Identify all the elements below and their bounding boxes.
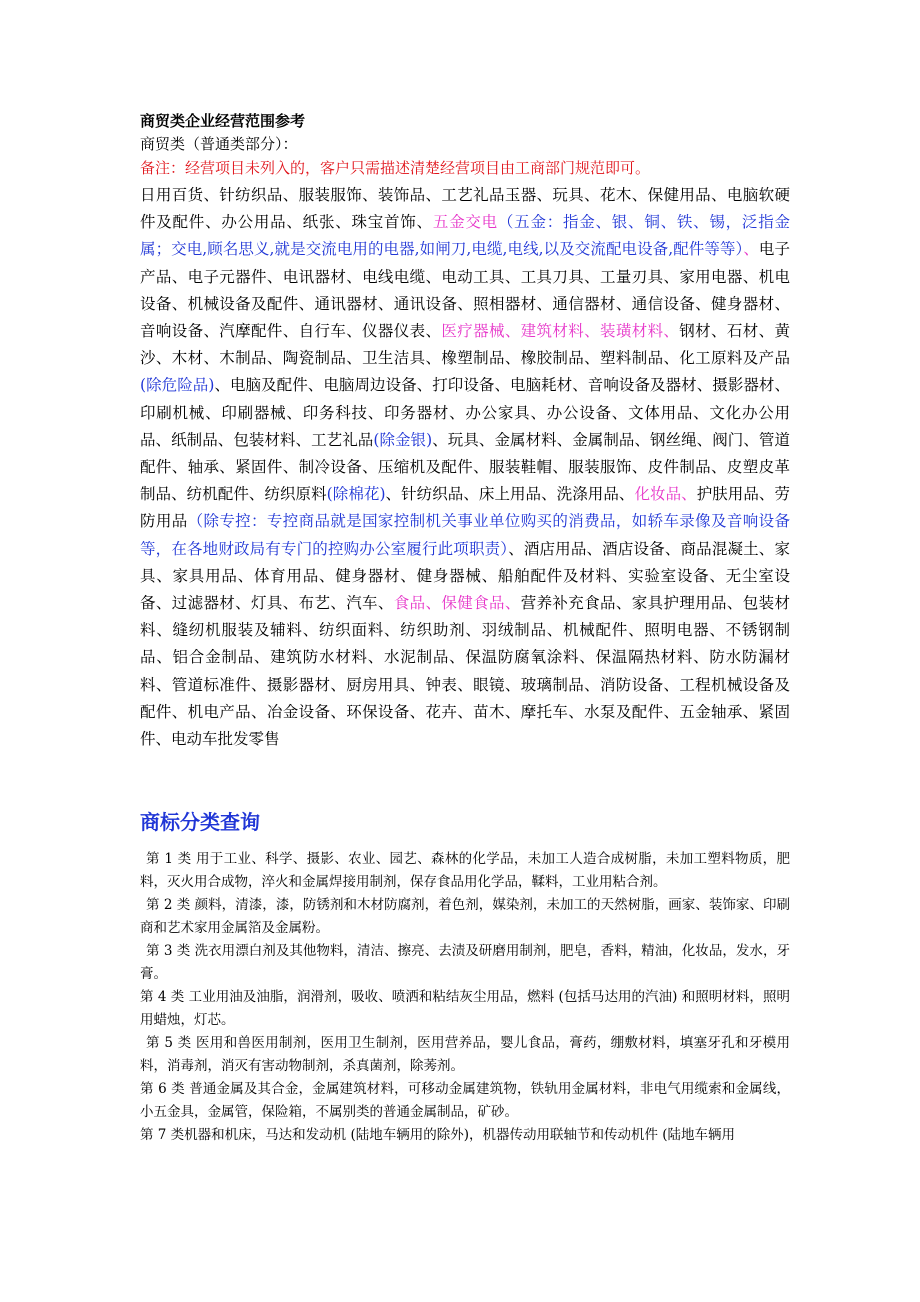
trademark-class-item: 第 6 类 普通金属及其合金，金属建筑材料，可移动金属建筑物，铁轨用金属材料，非电气用缆索和金属线，小五金具，金属管，保险箱，不属别类的普通金属制品，矿砂。	[140, 1081, 790, 1121]
scope-segment: 护肤用品、劳防用品	[140, 485, 790, 531]
trademark-heading: 商标分类查询	[140, 810, 260, 835]
scope-segment: 五金交电	[432, 213, 498, 232]
scope-segment: (除金银)	[373, 430, 433, 449]
scope-segment: (除棉花)	[326, 485, 386, 504]
scope-segment: 钢材、石材、黄沙、木材、木制品、陶瓷制品、卫生洁具、橡塑制品、橡胶制品、塑料制品、化工原料及产品	[140, 322, 790, 368]
scope-segment: 电子产品、电子元器件、电讯器材、电线电缆、电动工具、工具刀具、工量刃具、家用电器、机电设备、机械设备及配件、通讯器材、通讯设备、照相器材、通信器材、通信设备、健身器材、音响设备、汽摩配件、自行车、仪器仪表、	[140, 240, 790, 341]
document-page	[140, 110, 790, 1147]
document-subtitle: 商贸类（普通类部分）：	[140, 135, 298, 153]
scope-segment: 、	[743, 240, 759, 259]
trademark-class-item: 第 5 类 医用和兽医用制剂，医用卫生制剂，医用营养品，婴儿食品，膏药，绷敷材料，填塞牙孔和牙模用料，消毒剂，消灭有害动物制剂，杀真菌剂，除莠剂。	[140, 1035, 790, 1075]
scope-segment: 、电脑及配件、电脑周边设备、打印设备、电脑耗材、音响设备及器材、摄影器材、印刷机械、印刷器械、印务科技、印务器材、办公家具、办公设备、文体用品、文化办公用品、纸制品、包装材料、工艺礼品	[140, 376, 790, 449]
scope-segment: 化妆品、	[634, 485, 697, 504]
scope-segment: (除危险品)	[140, 376, 215, 395]
scope-segment: 日用百货、针纺织品、服装服饰、装饰品、工艺礼品玉器、玩具、花木、保健用品、电脑软硬件及配件、办公用品、纸张、珠宝首饰、	[140, 186, 790, 232]
trademark-class-item: 第 3 类 洗衣用漂白剂及其他物料，清洁、擦亮、去渍及研磨用制剂，肥皂，香料，精油，化妆品，发水，牙膏。	[140, 943, 790, 983]
trademark-class-list	[140, 848, 790, 1147]
scope-segment: 营养补充食品、家具护理用品、包装材料、缝纫机服装及辅料、纺织面料、纺织助剂、羽绒制品、机械配件、照明电器、不锈钢制品、铝合金制品、建筑防水材料、水泥制品、保温防腐氧涂料、保温隔热材料、防水防漏材料、管道标准件、摄影器材、厨房用具、钟表、眼镜、玻璃制品、消防设备、工程机械设备及配件、机电产品、冶金设备、环保设备、花卉、苗木、摩托车、水泵及配件、五金轴承、紧固件、电动车批发零售	[140, 594, 790, 749]
business-scope-paragraph	[140, 182, 790, 753]
scope-segment: 、针纺织品、床上用品、洗涤用品、	[385, 485, 635, 504]
scope-segment: 医疗器械、建筑材料、装璜材料、	[441, 322, 680, 341]
scope-segment: （除专控：专控商品就是国家控制机关事业单位购买的消费品，如轿车录像及音响设备等，在各地财政局有专门的控购办公室履行此项职责）	[140, 512, 790, 558]
scope-segment: 、酒店用品、酒店设备、商品混凝土、家具、家具用品、体育用品、健身器材、健身器械、船舶配件及材料、实验室设备、无尘室设备、过滤器材、灯具、布艺、汽车、	[140, 539, 790, 613]
trademark-class-item: 第 4 类 工业用油及油脂，润滑剂，吸收、喷洒和粘结灰尘用品，燃料 (包括马达用的汽油) 和照明材料，照明用蜡烛，灯芯。	[140, 989, 790, 1029]
scope-segment: 食品、保健食品、	[393, 594, 521, 613]
trademark-class-item: 第 2 类 颜料，清漆，漆，防锈剂和木材防腐剂，着色剂，媒染剂，未加工的天然树脂，画家、装饰家、印刷商和艺术家用金属箔及金属粉。	[140, 897, 790, 937]
trademark-class-item: 第 7 类机器和机床，马达和发动机 (陆地车辆用的除外)，机器传动用联轴节和传动机件 (陆地车辆用	[140, 1127, 736, 1144]
trademark-class-item: 第 1 类 用于工业、科学、摄影、农业、园艺、森林的化学品，未加工人造合成树脂，未加工塑料物质，肥料，灭火用合成物，淬火和金属焊接用制剂，保存食品用化学品，鞣料，工业用粘合剂。	[140, 851, 790, 891]
scope-segment: （五金：指金、银、铜、铁、锡，泛指金属；交电,顾名思义,就是交流电用的电器,如闸刀,电缆,电线,以及交流配电设备,配件等等）	[140, 213, 790, 259]
remark-note: 备注：经营项目未列入的，客户只需描述清楚经营项目由工商部门规范即可。	[140, 159, 651, 177]
document-title: 商贸类企业经营范围参考	[140, 112, 306, 130]
scope-segment: 、玩具、金属材料、金属制品、钢丝绳、阀门、管道配件、轴承、紧固件、制冷设备、压缩机及配件、服装鞋帽、服装服饰、皮件制品、皮塑皮革制品、纺机配件、纺织原料	[140, 430, 790, 504]
